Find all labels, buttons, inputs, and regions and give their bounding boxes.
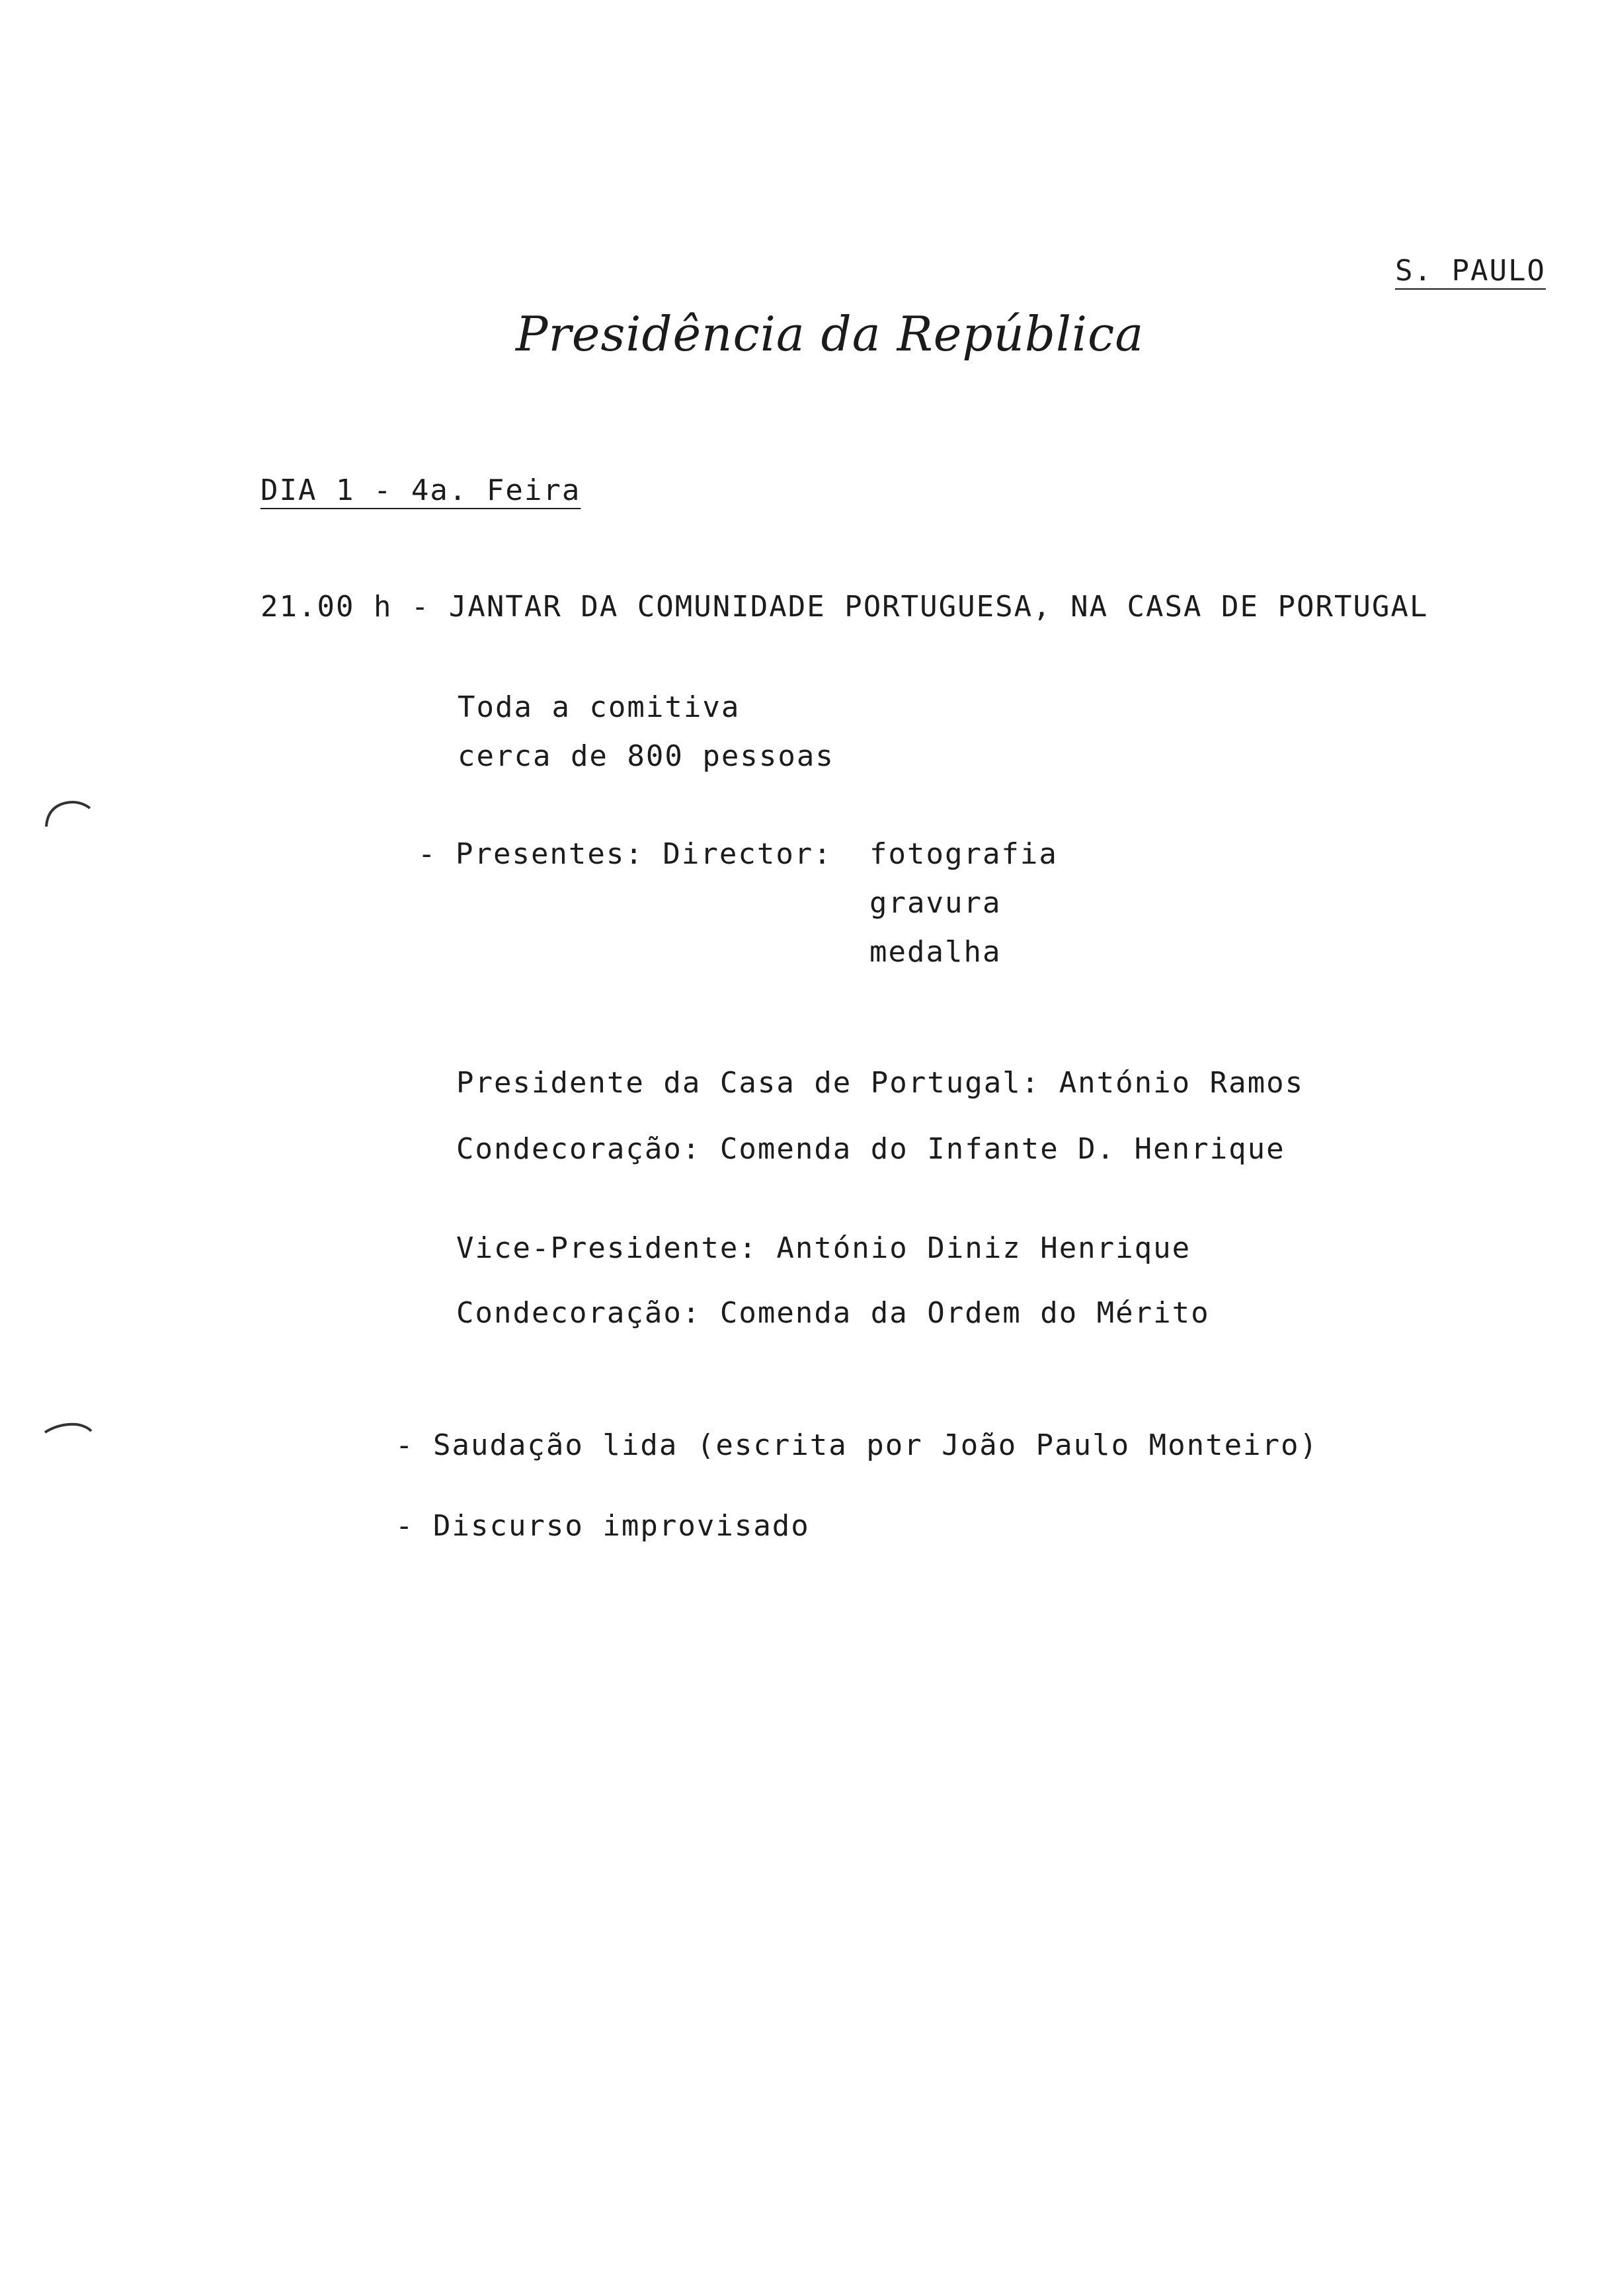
gift-item: medalha — [869, 935, 1002, 969]
location-label: S. PAULO — [1395, 254, 1546, 288]
president-decoration: Condecoração: Comenda do Infante D. Henrique — [456, 1132, 1285, 1166]
gifts-label: - Presentes: Director: — [418, 837, 832, 871]
letterhead: Presidência da República — [516, 306, 1145, 362]
punch-hole-mark — [40, 794, 99, 833]
gift-item: fotografia — [869, 837, 1058, 871]
entourage-line-2: cerca de 800 pessoas — [458, 739, 834, 773]
president-line: Presidente da Casa de Portugal: António Ramos — [456, 1066, 1305, 1100]
speech-line: - Discurso improvisado — [395, 1509, 810, 1543]
gift-item: gravura — [869, 886, 1002, 920]
entourage-line-1: Toda a comitiva — [458, 690, 741, 724]
event-title: 21.00 h - JANTAR DA COMUNIDADE PORTUGUESA, NA CASA DE PORTUGAL — [261, 590, 1429, 624]
punch-hole-mark — [40, 1409, 99, 1448]
vice-president-decoration: Condecoração: Comenda da Ordem do Mérito — [456, 1296, 1210, 1330]
day-heading: DIA 1 - 4a. Feira — [261, 473, 581, 507]
greeting-line: - Saudação lida (escrita por João Paulo Monteiro) — [395, 1428, 1319, 1462]
vice-president-line: Vice-Presidente: António Diniz Henrique — [456, 1231, 1191, 1265]
